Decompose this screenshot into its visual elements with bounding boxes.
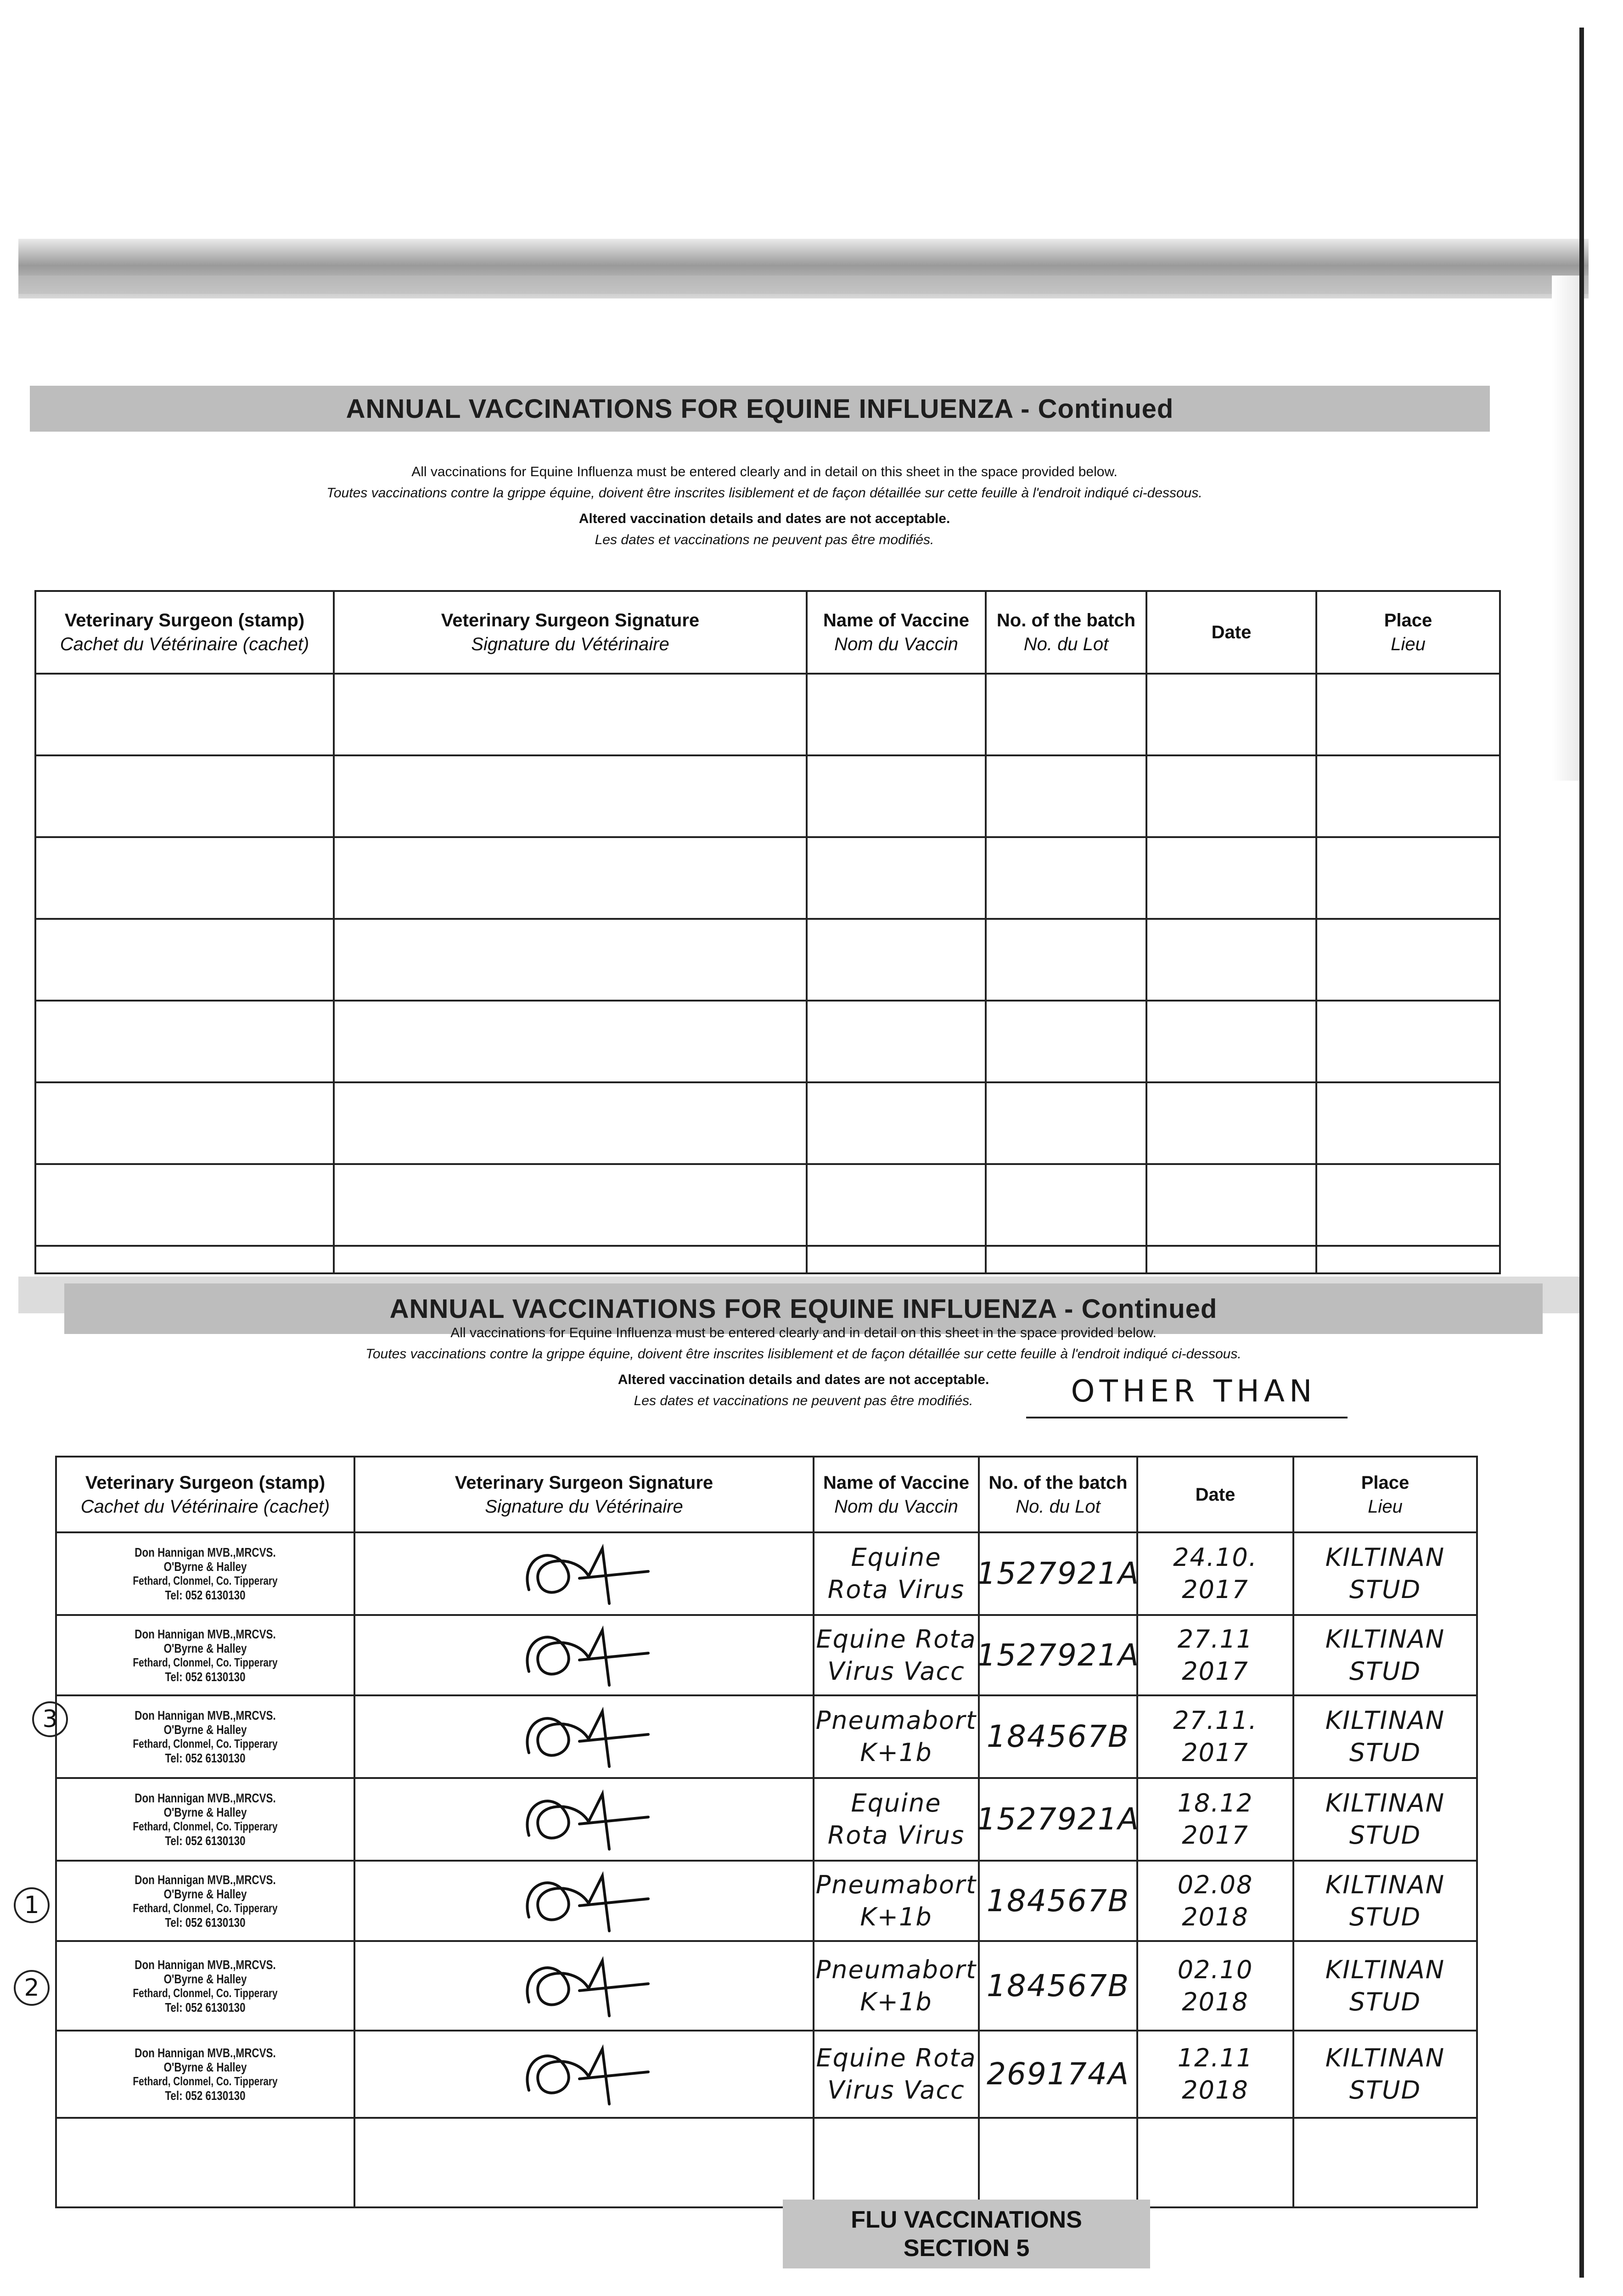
bottom-banner-title: ANNUAL VACCINATIONS FOR EQUINE INFLUENZA - Continued (389, 1294, 1218, 1324)
col-header-place: Place Lieu (1293, 1457, 1477, 1532)
top-sheet-banner (30, 386, 1490, 432)
vaccine-name-line1: Pneumabort (815, 1706, 977, 1735)
vaccine-name-line2: Rota Virus (827, 1821, 965, 1850)
handwritten-other-than: OTHER THAN (1071, 1373, 1317, 1409)
top-note-en: All vaccinations for Equine Influenza must be entered clearly and in detail on this sheet in the space provided below. (411, 464, 1118, 479)
vet-stamp-cell (56, 1695, 354, 1778)
bottom-note-fr: Toutes vaccinations contre la grippe équine, doivent être inscrites lisiblement et de façon détaillée sur cette feuille à l'endroit indiqué ci-dessous. (365, 1346, 1241, 1362)
col-header-stamp: Veterinary Surgeon (stamp) Cachet du Vétérinaire (cachet) (56, 1457, 354, 1532)
date-cell (1137, 1615, 1293, 1695)
date-year: 2018 (1182, 1987, 1249, 2016)
bottom-warning-en: Altered vaccination details and dates are not acceptable. (618, 1372, 989, 1387)
table-row (35, 1246, 1500, 1273)
stamp-phone: Tel: 052 6130130 (165, 1834, 246, 1848)
top-vaccination-table (34, 590, 1501, 1274)
stamp-practice: O'Byrne & Halley (163, 1559, 247, 1574)
signature-scribble (355, 1539, 813, 1608)
vet-stamp (87, 1873, 324, 1930)
table-row (35, 755, 1500, 837)
vaccine-name-line2: Rota Virus (827, 1575, 965, 1604)
vaccine-name-line2: K+1b (860, 1738, 932, 1767)
batch-number: 184567B (986, 1719, 1130, 1754)
place-cell (1293, 1941, 1477, 2031)
bottom-vaccination-table (55, 1456, 1478, 2208)
vet-stamp-cell (56, 1615, 354, 1695)
stamp-vet-name: Don Hannigan MVB.,MRCVS. (135, 1708, 276, 1722)
stamp-address: Fethard, Clonmel, Co. Tipperary (133, 1655, 278, 1669)
stamp-practice: O'Byrne & Halley (163, 1805, 247, 1819)
vaccine-name-line1: Pneumabort (815, 1955, 977, 1984)
vaccine-name-line2: Virus Vacc (827, 2076, 965, 2105)
place-cell (1293, 1532, 1477, 1615)
vaccine-name-cell (814, 1778, 979, 1861)
table-row (56, 1778, 1477, 1861)
col-header-date: Date (1146, 591, 1316, 674)
table-row (35, 1001, 1500, 1082)
place-cell (1293, 1615, 1477, 1695)
table-row (35, 919, 1500, 1001)
scan-shadow-band-lower (18, 276, 1589, 294)
col-header-stamp: Veterinary Surgeon (stamp) Cachet du Vétérinaire (cachet) (35, 591, 334, 674)
footer-line-2: SECTION 5 (903, 2235, 1030, 2262)
batch-number: 1527921A (976, 1556, 1140, 1591)
signature-scribble (355, 1785, 813, 1854)
stamp-practice: O'Byrne & Halley (163, 1641, 247, 1655)
table-row (56, 2031, 1477, 2118)
handwritten-underline (1026, 1417, 1348, 1418)
batch-number: 269174A (986, 2056, 1130, 2092)
place-line1: KILTINAN (1325, 1955, 1445, 1984)
batch-number: 1527921A (976, 1801, 1140, 1837)
date-day-month: 24.10. (1173, 1543, 1258, 1572)
table-row (35, 674, 1500, 755)
batch-cell (979, 2031, 1137, 2118)
table-row (56, 1695, 1477, 1778)
table-row (35, 1164, 1500, 1246)
batch-cell (979, 1861, 1137, 1941)
vet-signature-cell (354, 1532, 814, 1615)
date-cell (1137, 1695, 1293, 1778)
place-line2: STUD (1349, 1656, 1421, 1686)
vet-signature-cell (354, 1615, 814, 1695)
vet-stamp (87, 1791, 324, 1848)
signature-scribble (355, 1867, 813, 1936)
vaccine-name-line2: K+1b (860, 1987, 932, 2016)
date-year: 2017 (1182, 1738, 1249, 1767)
place-line1: KILTINAN (1325, 1870, 1445, 1899)
margin-mark-3: 3 (32, 1701, 68, 1737)
col-header-signature: Veterinary Surgeon Signature Signature du Vétérinaire (354, 1457, 814, 1532)
vet-stamp (87, 1545, 324, 1602)
table-row-empty (56, 2118, 1477, 2207)
vet-signature-cell (354, 1778, 814, 1861)
place-line1: KILTINAN (1325, 1624, 1445, 1654)
table-row (56, 1941, 1477, 2031)
col-header-batch: No. of the batch No. du Lot (986, 591, 1146, 674)
vaccine-name-cell (814, 1941, 979, 2031)
stamp-vet-name: Don Hannigan MVB.,MRCVS. (135, 1957, 276, 1972)
vaccine-name-line1: Equine (851, 1543, 942, 1572)
stamp-practice: O'Byrne & Halley (163, 2060, 247, 2074)
vet-stamp (87, 1958, 324, 2015)
stamp-address: Fethard, Clonmel, Co. Tipperary (133, 1574, 278, 1587)
signature-scribble (355, 2040, 813, 2109)
batch-cell (976, 1615, 1140, 1695)
date-day-month: 27.11. (1173, 1706, 1258, 1735)
stamp-address: Fethard, Clonmel, Co. Tipperary (133, 2074, 278, 2088)
place-cell (1293, 2031, 1477, 2118)
vet-signature-cell (354, 1861, 814, 1941)
scan-edge-bar (1579, 28, 1584, 2278)
col-header-place: Place Lieu (1316, 591, 1500, 674)
date-cell (1137, 2031, 1293, 2118)
vet-stamp-cell (56, 1861, 354, 1941)
top-table-header-row (35, 591, 1500, 674)
vaccine-name-cell (814, 1615, 979, 1695)
place-cell (1293, 1695, 1477, 1778)
date-day-month: 02.10 (1177, 1955, 1253, 1984)
place-line1: KILTINAN (1325, 1543, 1445, 1572)
date-day-month: 12.11 (1177, 2043, 1253, 2072)
table-row (56, 1861, 1477, 1941)
place-line2: STUD (1349, 1821, 1421, 1850)
stamp-vet-name: Don Hannigan MVB.,MRCVS. (135, 1545, 276, 1559)
top-warning-en: Altered vaccination details and dates are not acceptable. (578, 511, 950, 526)
stamp-vet-name: Don Hannigan MVB.,MRCVS. (135, 1626, 276, 1641)
date-day-month: 02.08 (1177, 1870, 1253, 1899)
col-header-vaccine: Name of Vaccine Nom du Vaccin (814, 1457, 979, 1532)
bottom-warning-fr: Les dates et vaccinations ne peuvent pas être modifiés. (634, 1393, 973, 1408)
vet-stamp (87, 2046, 324, 2103)
margin-mark-2: 2 (14, 1970, 50, 2006)
top-banner-title: ANNUAL VACCINATIONS FOR EQUINE INFLUENZA - Continued (346, 394, 1174, 424)
vaccine-name-line1: Equine Rota (816, 1624, 977, 1654)
table-row (56, 1615, 1477, 1695)
stamp-phone: Tel: 052 6130130 (165, 1669, 246, 1684)
vet-signature-cell (354, 1941, 814, 2031)
vaccine-name-line1: Equine Rota (816, 2043, 977, 2072)
vaccine-name-cell (814, 2031, 979, 2118)
date-year: 2017 (1182, 1656, 1249, 1686)
signature-scribble (355, 1952, 813, 2020)
stamp-vet-name: Don Hannigan MVB.,MRCVS. (135, 1872, 276, 1887)
table-row (56, 1532, 1477, 1615)
vaccine-name-line1: Equine (851, 1789, 942, 1818)
stamp-practice: O'Byrne & Halley (163, 1886, 247, 1901)
vet-stamp-cell (56, 1778, 354, 1861)
place-cell (1293, 1861, 1477, 1941)
section-footer-label (783, 2200, 1150, 2268)
date-cell (1137, 1861, 1293, 1941)
stamp-phone: Tel: 052 6130130 (165, 2000, 246, 2015)
bottom-note-en: All vaccinations for Equine Influenza must be entered clearly and in detail on this sheet in the space provided below. (450, 1325, 1157, 1340)
stamp-phone: Tel: 052 6130130 (165, 1751, 246, 1765)
vet-signature-cell (354, 1695, 814, 1778)
stamp-phone: Tel: 052 6130130 (165, 1588, 246, 1602)
date-year: 2018 (1182, 2076, 1249, 2105)
batch-cell (976, 1778, 1140, 1861)
batch-cell (979, 1941, 1137, 2031)
bottom-table-header-row (56, 1457, 1477, 1532)
batch-cell (979, 1695, 1137, 1778)
place-line2: STUD (1349, 1575, 1421, 1604)
col-header-date: Date (1137, 1457, 1293, 1532)
stamp-vet-name: Don Hannigan MVB.,MRCVS. (135, 1791, 276, 1805)
stamp-address: Fethard, Clonmel, Co. Tipperary (133, 1737, 278, 1750)
batch-cell (976, 1532, 1140, 1615)
stamp-phone: Tel: 052 6130130 (165, 2088, 246, 2103)
date-cell (1137, 1941, 1293, 2031)
table-row (35, 1082, 1500, 1164)
col-header-signature: Veterinary Surgeon Signature Signature du Vétérinaire (334, 591, 807, 674)
vet-stamp-cell (56, 2031, 354, 2118)
stamp-phone: Tel: 052 6130130 (165, 1915, 246, 1930)
place-line2: STUD (1349, 1902, 1421, 1931)
top-note-fr: Toutes vaccinations contre la grippe équine, doivent être inscrites lisiblement et de façon détaillée sur cette feuille à l'endroit indiqué ci-dessous. (326, 485, 1202, 501)
vaccine-name-cell (814, 1861, 979, 1941)
place-line1: KILTINAN (1325, 1706, 1445, 1735)
stamp-address: Fethard, Clonmel, Co. Tipperary (133, 1901, 278, 1915)
place-line1: KILTINAN (1325, 2043, 1445, 2072)
place-cell (1293, 1778, 1477, 1861)
vet-signature-cell (354, 2031, 814, 2118)
vaccine-name-line2: Virus Vacc (827, 1656, 965, 1686)
stamp-practice: O'Byrne & Halley (163, 1971, 247, 1986)
vaccine-name-line1: Pneumabort (815, 1870, 977, 1899)
date-year: 2017 (1182, 1821, 1249, 1850)
col-header-batch: No. of the batch No. du Lot (979, 1457, 1137, 1532)
date-year: 2018 (1182, 1902, 1249, 1931)
place-line1: KILTINAN (1325, 1789, 1445, 1818)
vet-stamp (87, 1627, 324, 1684)
stamp-practice: O'Byrne & Halley (163, 1722, 247, 1737)
date-year: 2017 (1182, 1575, 1249, 1604)
place-line2: STUD (1349, 1738, 1421, 1767)
vet-stamp-cell (56, 1941, 354, 2031)
margin-mark-1: 1 (14, 1887, 50, 1923)
date-cell (1137, 1778, 1293, 1861)
footer-line-1: FLU VACCINATIONS (851, 2206, 1082, 2233)
place-line2: STUD (1349, 1987, 1421, 2016)
top-warning-fr: Les dates et vaccinations ne peuvent pas être modifiés. (595, 532, 934, 547)
stamp-address: Fethard, Clonmel, Co. Tipperary (133, 1986, 278, 2000)
place-line2: STUD (1349, 2076, 1421, 2105)
col-header-vaccine: Name of Vaccine Nom du Vaccin (807, 591, 986, 674)
stamp-address: Fethard, Clonmel, Co. Tipperary (133, 1819, 278, 1833)
vaccine-name-cell (814, 1532, 979, 1615)
batch-number: 184567B (986, 1968, 1130, 2003)
stamp-vet-name: Don Hannigan MVB.,MRCVS. (135, 2046, 276, 2060)
date-day-month: 18.12 (1177, 1789, 1253, 1818)
top-sheet-instructions (76, 461, 1453, 551)
signature-scribble (355, 1702, 813, 1771)
table-row (35, 837, 1500, 919)
vaccine-name-cell (814, 1695, 979, 1778)
batch-number: 184567B (986, 1883, 1130, 1919)
date-day-month: 27.11 (1177, 1624, 1253, 1654)
vet-stamp-cell (56, 1532, 354, 1615)
batch-number: 1527921A (976, 1637, 1140, 1673)
signature-scribble (355, 1621, 813, 1690)
vaccine-name-line2: K+1b (860, 1902, 932, 1931)
date-cell (1137, 1532, 1293, 1615)
vet-stamp (87, 1708, 324, 1765)
